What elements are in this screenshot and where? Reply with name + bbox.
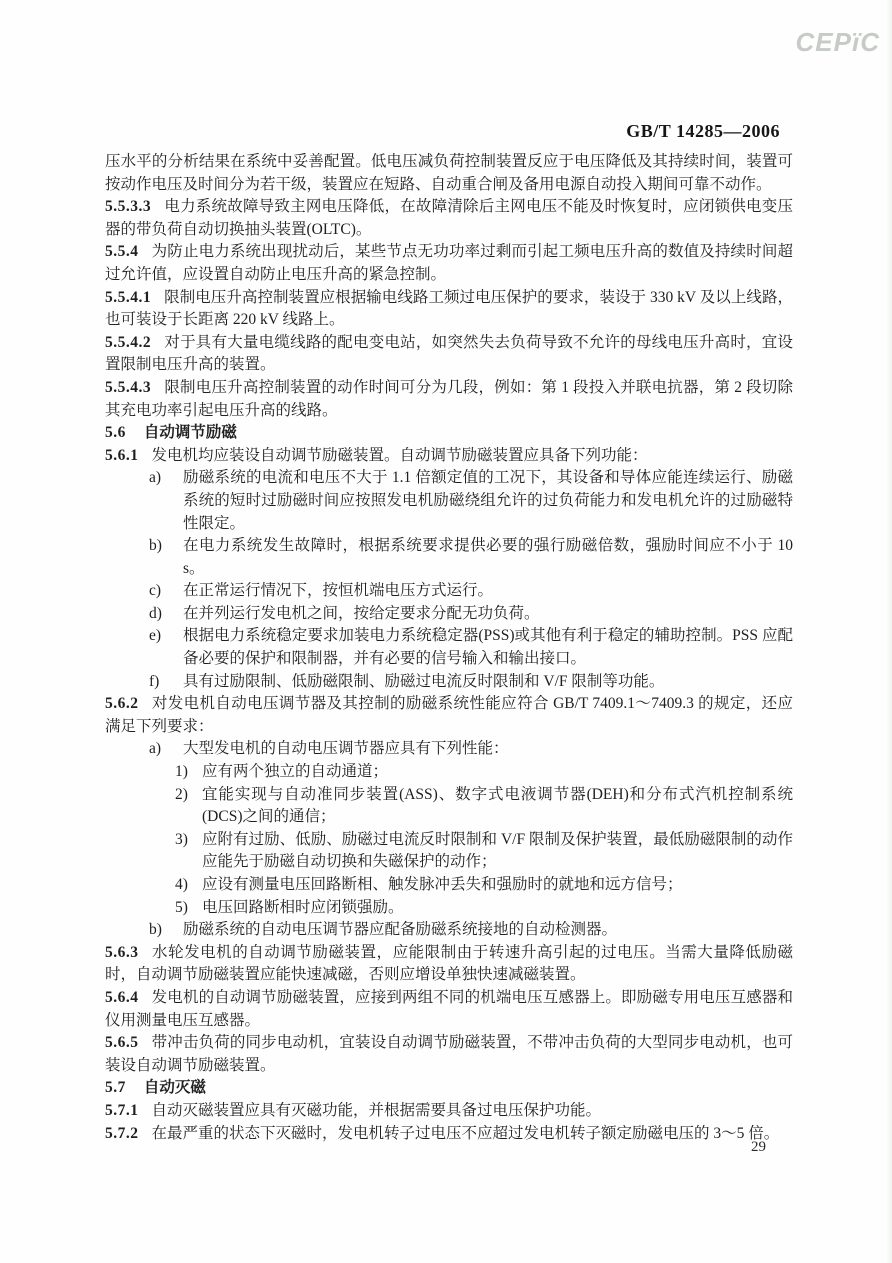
block-text: 对于具有大量电缆线路的配电变电站，如突然失去负荷导致不允许的母线电压升高时，宜设置限制电压升高的装置。 — [105, 333, 793, 374]
clause-paragraph — [105, 196, 793, 241]
list-item-label: d) — [149, 604, 162, 622]
list-item-label: f) — [149, 672, 160, 690]
numbered-list-item — [105, 784, 793, 829]
numbered-list-item — [105, 761, 793, 784]
block-text: 励磁系统的自动电压调节器应配备励磁系统接地的自动检测器。 — [183, 921, 618, 939]
block-text: 自动灭磁装置应具有灭磁功能，并根据需要具备过电压保护功能。 — [151, 1101, 602, 1119]
clause-paragraph — [105, 287, 793, 332]
numbered-list-item — [105, 874, 793, 897]
block-text: 水轮发电机的自动调节励磁装置，应能限制由于转速升高引起的过电压。当需大量降低励磁时，自动调节励磁装置应能快速减磁，否则应增设单独快速减磁装置。 — [105, 943, 793, 984]
lettered-list-item — [105, 580, 793, 603]
block-text: 自动灭磁 — [143, 1079, 206, 1097]
clause-paragraph — [105, 987, 793, 1032]
lettered-list-item — [105, 625, 793, 670]
block-text: 在并列运行发电机之间，按给定要求分配无功负荷。 — [183, 604, 540, 622]
list-item-label: 1) — [175, 763, 188, 781]
lettered-list-item — [105, 467, 793, 535]
clause-paragraph — [105, 1100, 793, 1123]
block-text: 压水平的分析结果在系统中妥善配置。低电压减负荷控制装置反应于电压降低及其持续时间，装置可按动作电压及时间分为若干级，装置应在短路、自动重合闸及备用电源自动投入期间可靠不动作。 — [105, 153, 793, 193]
clause-number: 5.6.4 — [105, 988, 139, 1006]
block-text: 发电机均应装设自动调节励磁装置。自动调节励磁装置应具备下列功能： — [151, 446, 648, 464]
list-item-label: 5) — [175, 898, 188, 916]
lettered-list-item — [105, 919, 793, 942]
clause-paragraph — [105, 241, 793, 286]
list-item-label: a) — [149, 469, 162, 487]
lettered-list-item — [105, 535, 793, 580]
numbered-list-item — [105, 897, 793, 920]
cepic-watermark-logo: CEPïC — [795, 27, 880, 57]
block-text: 应附有过励、低励、励磁过电流反时限制和 V/F 限制及保护装置，最低励磁限制的动作应能先于励磁自动切换和失磁保护的动作； — [202, 830, 793, 871]
block-text: 应有两个独立的自动通道； — [202, 763, 389, 781]
clause-number: 5.7.1 — [105, 1101, 139, 1119]
clause-number: 5.6.5 — [105, 1034, 139, 1052]
clause-paragraph — [105, 445, 793, 468]
clause-number: 5.7 — [105, 1079, 126, 1097]
block-text: 在电力系统发生故障时，根据系统要求提供必要的强行励磁倍数，强励时间应不小于 10 s。 — [183, 537, 793, 577]
block-text: 应设有测量电压回路断相、触发脉冲丢失和强励时的就地和远方信号； — [202, 876, 683, 893]
section-heading — [105, 1077, 793, 1100]
block-text: 具有过励限制、低励磁限制、励磁过电流反时限制和 V/F 限制等功能。 — [183, 672, 665, 690]
lettered-list-item — [105, 738, 793, 761]
clause-number: 5.5.4.2 — [105, 333, 152, 351]
clause-number: 5.7.2 — [105, 1124, 139, 1142]
block-text: 限制电压升高控制装置的动作时间可分为几段，例如：第 1 段投入并联电抗器，第 2 段切除其充电功率引起电压升高的线路。 — [105, 378, 793, 419]
clause-paragraph — [105, 377, 793, 422]
list-item-label: b) — [149, 537, 162, 555]
clause-paragraph — [105, 1032, 793, 1077]
clause-paragraph — [105, 942, 793, 987]
clause-paragraph — [105, 332, 793, 377]
numbered-list-item — [105, 829, 793, 874]
block-text: 在正常运行情况下，按恒机端电压方式运行。 — [183, 582, 494, 600]
clause-paragraph — [105, 1123, 793, 1146]
clause-number: 5.6.2 — [105, 695, 139, 713]
paragraph — [105, 151, 793, 196]
block-text: 限制电压升高控制装置应根据输电线路工频过电压保护的要求，装设于 330 kV 及以上线路，也可装设于长距离 220 kV 线路上。 — [105, 288, 793, 329]
block-text: 发电机的自动调节励磁装置，应接到两组不同的机端电压互感器上。即励磁专用电压互感器和仪用测量电压互感器。 — [105, 988, 793, 1029]
block-text: 根据电力系统稳定要求加装电力系统稳定器(PSS)或其他有利于稳定的辅助控制。PSS 应配备必要的保护和限制器，并有必要的信号输入和输出接口。 — [183, 627, 793, 668]
block-text: 宜能实现与自动准同步装置(ASS)、数字式电液调节器(DEH)和分布式汽机控制系统(DCS)之间的通信； — [202, 785, 793, 826]
standard-code-header: GB/T 14285—2006 — [626, 121, 780, 141]
list-item-label: e) — [149, 627, 162, 645]
block-text: 自动调节励磁 — [143, 424, 237, 442]
block-text: 大型发电机的自动电压调节器应具有下列性能： — [183, 740, 509, 758]
clause-number: 5.5.4.1 — [105, 288, 152, 306]
block-text: 电力系统故障导致主网电压降低，在故障清除后主网电压不能及时恢复时，应闭锁供电变压器的带负荷自动切换抽头装置(OLTC)。 — [105, 198, 793, 238]
clause-number: 5.6.3 — [105, 943, 139, 961]
list-item-label: 2) — [175, 785, 188, 803]
list-item-label: 3) — [175, 830, 188, 848]
section-heading — [105, 422, 793, 445]
clause-number: 5.6.1 — [105, 446, 139, 464]
block-text: 带冲击负荷的同步电动机，宜装设自动调节励磁装置，不带冲击负荷的大型同步电动机，也可装设自动调节励磁装置。 — [105, 1034, 793, 1074]
clause-number: 5.5.4.3 — [105, 378, 152, 396]
clause-number: 5.6 — [105, 424, 126, 442]
clause-number: 5.5.4 — [105, 243, 139, 261]
block-text: 为防止电力系统出现扰动后，某些节点无功功率过剩而引起工频电压升高的数值及持续时间超过允许值，应设置自动防止电压升高的紧急控制。 — [105, 243, 793, 283]
clause-paragraph — [105, 693, 793, 738]
list-item-label: c) — [149, 582, 162, 600]
clause-number: 5.5.3.3 — [105, 198, 152, 216]
document-body — [105, 151, 793, 1145]
list-item-label: b) — [149, 921, 162, 939]
list-item-label: 4) — [175, 876, 188, 893]
block-text: 在最严重的状态下灭磁时，发电机转子过电压不应超过发电机转子额定励磁电压的 3～5 倍。 — [151, 1124, 780, 1142]
block-text: 励磁系统的电流和电压不大于 1.1 倍额定值的工况下，其设备和导体应能连续运行、励磁系统的短时过励磁时间应按照发电机励磁绕组允许的过负荷能力和发电机允许的过励磁特性限定。 — [183, 469, 793, 532]
lettered-list-item — [105, 671, 793, 694]
block-text: 电压回路断相时应闭锁强励。 — [202, 898, 404, 916]
lettered-list-item — [105, 603, 793, 626]
list-item-label: a) — [149, 740, 162, 758]
page-number: 29 — [751, 1139, 766, 1155]
block-text: 对发电机自动电压调节器及其控制的励磁系统性能应符合 GB/T 7409.1～7409.3 的规定，还应满足下列要求： — [105, 695, 793, 735]
